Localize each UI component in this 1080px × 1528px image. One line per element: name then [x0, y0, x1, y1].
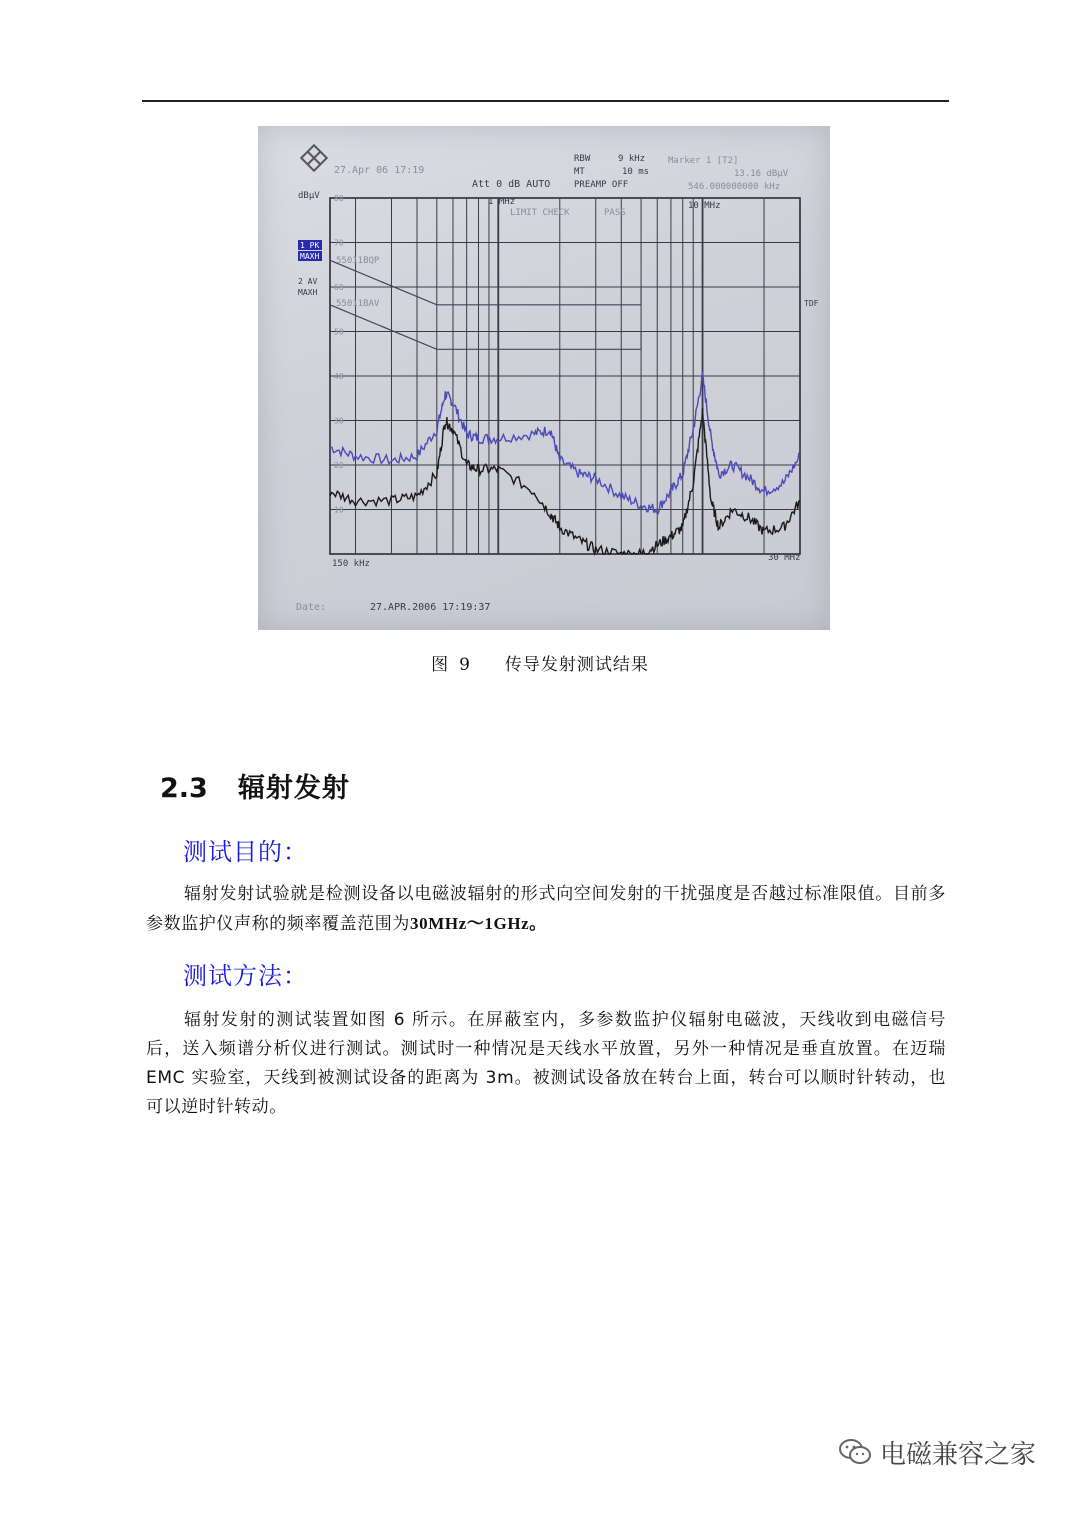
trace2-label: 2 AV	[298, 277, 318, 286]
purpose-bold: 30MHz～1GHz。	[410, 914, 547, 933]
y-tick-label: 80	[334, 194, 344, 203]
tdf-label: TDF	[804, 299, 819, 308]
y-tick-label: 10	[334, 505, 344, 515]
caption-fig: 图	[431, 655, 450, 675]
section-heading	[160, 766, 350, 805]
rbw-label: RBW	[574, 154, 591, 164]
x-start-label: 150 kHz	[332, 559, 370, 569]
rs-logo-icon	[301, 145, 326, 170]
att-label: Att 0 dB AUTO	[472, 179, 551, 190]
limit-line	[330, 305, 641, 350]
analyzer-photo	[258, 126, 830, 630]
trace-1-pk	[330, 373, 800, 513]
figure-caption	[0, 650, 1080, 675]
y-tick-label: 30	[334, 416, 344, 426]
section-number: 2.3	[160, 773, 208, 804]
x-end-label: 30 MHz	[768, 553, 801, 563]
marker-freq: 546.000000000 kHz	[688, 182, 781, 192]
marker-level: 13.16 dBµV	[734, 169, 789, 179]
trace1b-label: MAXH	[300, 252, 320, 261]
purpose-heading: 测试目的：	[183, 838, 308, 866]
limit-av-label: 55011BAV	[336, 299, 380, 309]
section-title: 辐射发射	[237, 773, 350, 804]
marker-10mhz: 10 MHz	[688, 201, 721, 211]
trace-series	[330, 373, 800, 554]
trace2b-label: MAXH	[298, 288, 318, 297]
unit-label: dBµV	[298, 191, 320, 201]
watermark	[838, 1432, 1036, 1472]
y-tick-label: 70	[334, 238, 344, 248]
spectrum-chart	[258, 126, 830, 630]
trace-2-av	[330, 408, 800, 554]
trace1-label: 1 PK	[300, 241, 320, 250]
y-tick-label: 40	[334, 372, 344, 381]
limit-check-label: LIMIT CHECK	[510, 208, 570, 218]
watermark-text: 电磁兼容之家	[880, 1439, 1037, 1470]
y-tick-label: 20	[334, 461, 344, 470]
wechat-icon	[838, 1437, 872, 1467]
header-date: 27.Apr 06 17:19	[334, 165, 425, 176]
caption-text: 传导发射测试结果	[504, 655, 649, 675]
marker-label: Marker 1 [T2]	[668, 156, 739, 166]
mt-value: 10 ms	[622, 167, 650, 177]
y-tick-label: 50	[334, 327, 344, 337]
footer-date-label: Date:	[296, 602, 327, 613]
marker-1mhz: 1 MHz	[488, 197, 516, 207]
footer-date-value: 27.APR.2006 17:19:37	[370, 602, 491, 613]
y-tick-labels	[334, 194, 344, 515]
purpose-text: 辐射发射试验就是检测设备以电磁波辐射的形式向空间发射的干扰强度是否越过标准限值。目前多参数监护仪声称的频率覆盖范围为	[146, 884, 946, 934]
pass-label: PASS	[604, 208, 626, 218]
rbw-value: 9 kHz	[618, 154, 646, 164]
mt-label: MT	[574, 167, 585, 177]
header-rule	[142, 100, 949, 102]
method-paragraph: 辐射发射的测试装置如图 6 所示。在屏蔽室内，多参数监护仪辐射电磁波，天线收到电磁信号后，送入频谱分析仪进行测试。测试时一种情况是天线水平放置，另外一种情况是垂直放置。在迈瑞 EMC 实验室，天线到被测试设备的距离为 3m。被测试设备放在转台上面，转台可以顺时针转动，也可以逆时针转动。	[146, 1010, 946, 1117]
preamp-label: PREAMP OFF	[574, 180, 629, 190]
purpose-paragraph	[146, 880, 946, 939]
caption-num: 9	[459, 655, 471, 675]
y-tick-label: 60	[334, 283, 344, 292]
limit-qp-label: 55011BQP	[336, 256, 380, 266]
method-heading: 测试方法：	[183, 962, 308, 990]
